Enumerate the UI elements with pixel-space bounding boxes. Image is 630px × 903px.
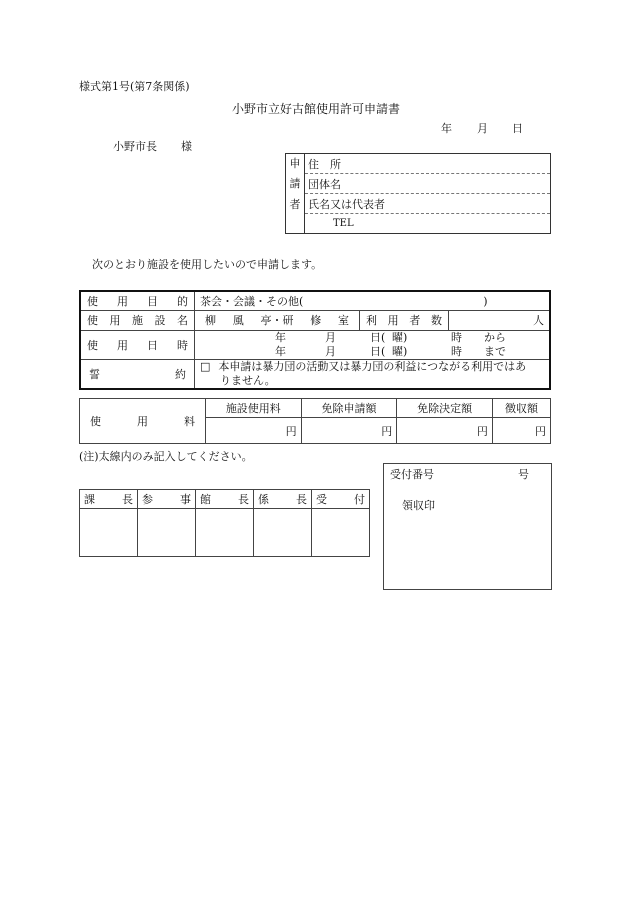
receipt-seal-label: 領収印 <box>402 499 435 512</box>
fee-header-exemption-decision: 免除決定額 <box>397 399 493 418</box>
main-form-table <box>79 290 551 390</box>
stamp-header-director: 館 長 <box>196 490 254 509</box>
facility-label: 使 用 施 設 名 <box>80 310 195 330</box>
tel-field[interactable]: TEL <box>333 218 354 229</box>
note-text: (注)太線内のみ記入してください。 <box>79 450 253 463</box>
users-label: 利 用 者 数 <box>360 310 449 330</box>
applicant-box <box>285 153 551 234</box>
fee-header-exemption-request: 免除申請額 <box>301 399 397 418</box>
fee-collected-field[interactable]: 円 <box>492 418 550 444</box>
stamp-cell-counselor[interactable] <box>138 509 196 557</box>
fee-header-usage: 施設使用料 <box>206 399 302 418</box>
stamp-header-section-chief: 課 長 <box>80 490 138 509</box>
stamp-header-chief: 係 長 <box>254 490 312 509</box>
fee-usage-field[interactable]: 円 <box>206 418 302 444</box>
fee-header-collected: 徴収額 <box>492 399 550 418</box>
fee-label: 使 用 料 <box>80 399 206 444</box>
stamp-table <box>79 489 370 557</box>
purpose-label: 使 用 目 的 <box>80 291 195 310</box>
stamp-cell-section-chief[interactable] <box>80 509 138 557</box>
users-count-field[interactable]: 人 <box>449 310 551 330</box>
purpose-field[interactable]: 茶会・会議・その他( ) <box>195 291 551 310</box>
fee-exemption-decision-field[interactable]: 円 <box>397 418 493 444</box>
addressee-name: 小野市長 <box>113 140 157 153</box>
facility-name: 柳 風 亭・研 修 室 <box>195 310 360 330</box>
pledge-checkbox[interactable]: □ <box>200 359 211 373</box>
pledge-label: 誓 約 <box>80 359 195 389</box>
representative-field[interactable]: 氏名又は代表者 <box>305 194 551 214</box>
address-field[interactable]: 住 所 <box>305 154 551 174</box>
datetime-label: 使 用 日 時 <box>80 330 195 359</box>
receipt-box <box>383 463 552 590</box>
applicant-label-1: 申 <box>286 154 305 174</box>
page-title: 小野市立好古館使用許可申請書 <box>232 102 401 116</box>
stamp-cell-director[interactable] <box>196 509 254 557</box>
fee-table <box>79 398 551 444</box>
stamp-cell-reception[interactable] <box>312 509 370 557</box>
datetime-field[interactable]: 年 月 日( 曜) 時 から 年 月 日( 曜) 時 まで <box>195 330 551 359</box>
form-number: 様式第1号(第7条関係) <box>79 80 190 93</box>
stamp-header-counselor: 参 事 <box>138 490 196 509</box>
organization-field[interactable]: 団体名 <box>305 174 551 194</box>
date-month[interactable]: 月 <box>477 122 488 135</box>
receipt-number-unit: 号 <box>518 468 529 481</box>
applicant-label-2: 請 <box>286 174 305 194</box>
intro-text: 次のとおり施設を使用したいので申請します。 <box>92 258 323 271</box>
addressee-honorific: 様 <box>181 140 192 153</box>
pledge-field: □ 本申請は暴力団の活動又は暴力団の利益につながる利用ではあ りません。 <box>195 359 551 389</box>
date-day[interactable]: 日 <box>512 122 523 135</box>
stamp-header-reception: 受 付 <box>312 490 370 509</box>
stamp-cell-chief[interactable] <box>254 509 312 557</box>
fee-exemption-request-field[interactable]: 円 <box>301 418 397 444</box>
applicant-label-3: 者 <box>286 194 305 214</box>
date-year[interactable]: 年 <box>441 122 452 135</box>
receipt-number-label: 受付番号 <box>390 468 434 481</box>
